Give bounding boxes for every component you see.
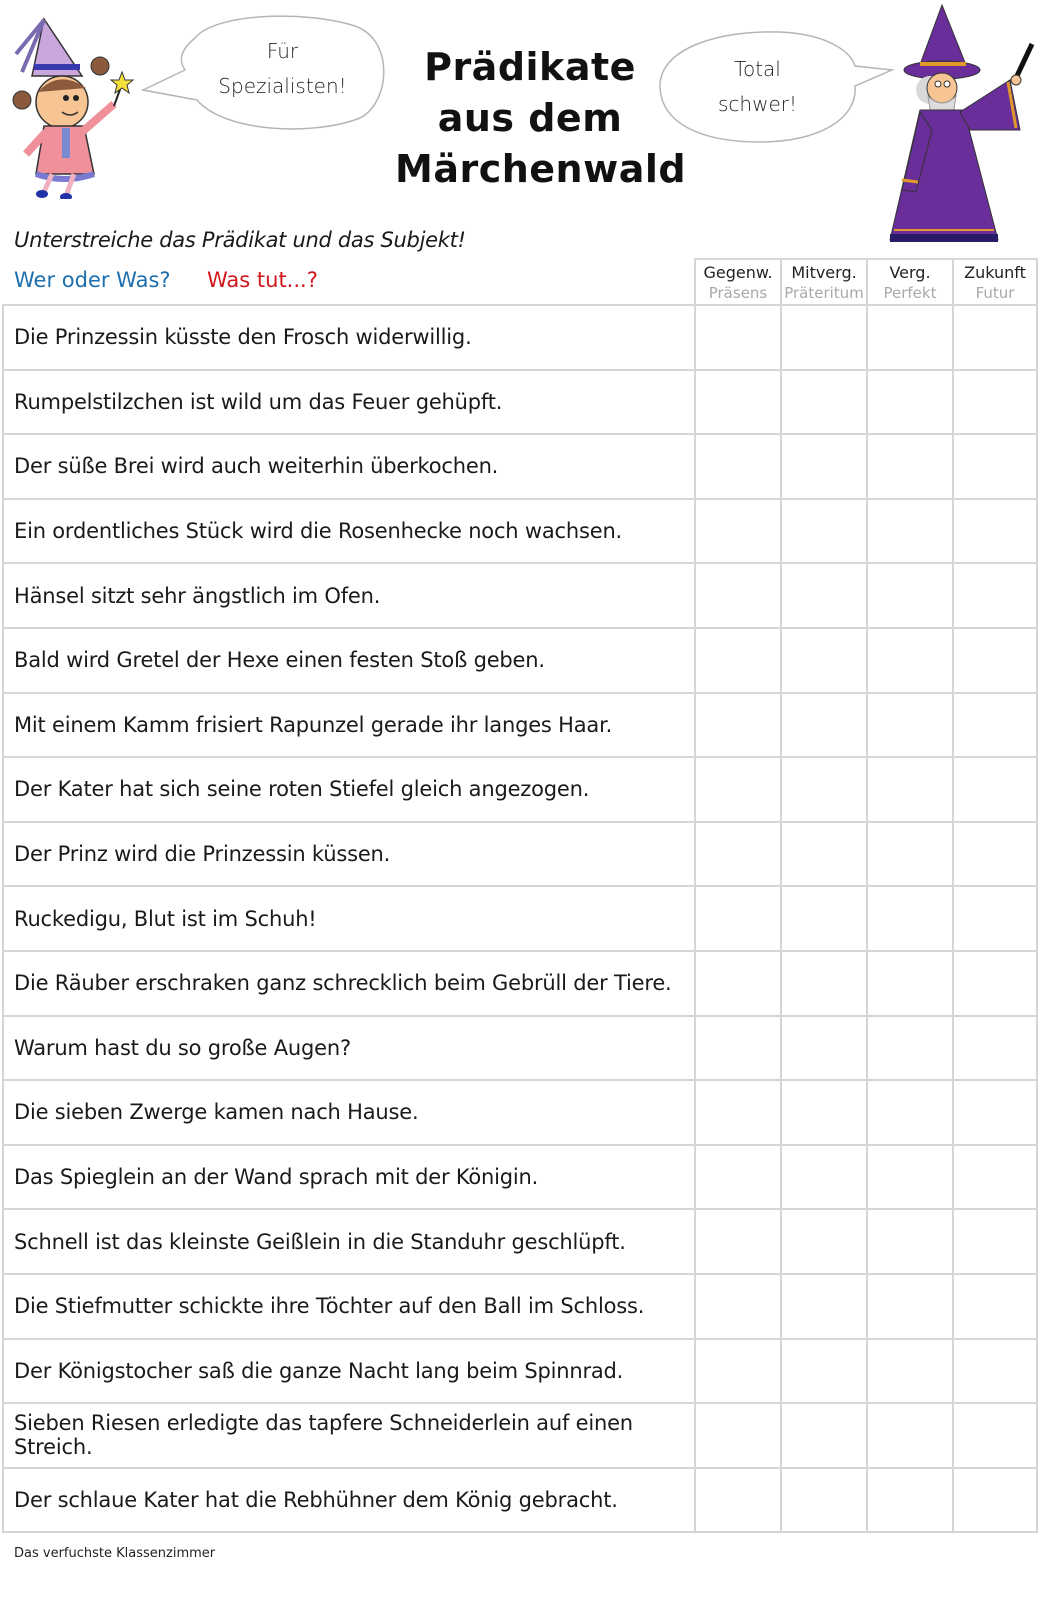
tense-label: Mitverg. — [791, 263, 857, 282]
tense-header-present — [694, 258, 780, 304]
table-row — [2, 629, 1038, 694]
tense-answer-cell-present[interactable] — [694, 1404, 780, 1467]
tense-answer-cell-perfect[interactable] — [866, 1469, 952, 1532]
tense-answer-cell-preterite[interactable] — [780, 371, 866, 434]
tense-answer-cell-preterite[interactable] — [780, 629, 866, 692]
tense-answer-cell-preterite[interactable] — [780, 435, 866, 498]
sentence-cell: Mit einem Kamm frisiert Rapunzel gerade ihr langes Haar. — [2, 694, 694, 757]
tense-answer-cell-present[interactable] — [694, 500, 780, 563]
tense-answer-cell-preterite[interactable] — [780, 1404, 866, 1467]
tense-answer-cell-perfect[interactable] — [866, 1210, 952, 1273]
sentence-cell: Bald wird Gretel der Hexe einen festen Stoß geben. — [2, 629, 694, 692]
fairy-girl-illustration-icon — [4, 14, 144, 199]
table-row — [2, 952, 1038, 1017]
sentence-cell: Der Königstocher saß die ganze Nacht lang beim Spinnrad. — [2, 1340, 694, 1403]
tense-answer-cell-perfect[interactable] — [866, 1017, 952, 1080]
tense-answer-cell-future[interactable] — [952, 500, 1038, 563]
tense-answer-cell-preterite[interactable] — [780, 1469, 866, 1532]
tense-answer-cell-future[interactable] — [952, 887, 1038, 950]
tense-answer-cell-perfect[interactable] — [866, 1081, 952, 1144]
tense-header-perfect — [866, 258, 952, 304]
tense-answer-cell-preterite[interactable] — [780, 694, 866, 757]
tense-answer-cell-perfect[interactable] — [866, 887, 952, 950]
tense-answer-cell-preterite[interactable] — [780, 500, 866, 563]
tense-answer-cell-perfect[interactable] — [866, 1146, 952, 1209]
tense-answer-cell-preterite[interactable] — [780, 564, 866, 627]
sentence-cell: Ruckedigu, Blut ist im Schuh! — [2, 887, 694, 950]
tense-latin-label: Perfekt — [883, 284, 937, 302]
tense-answer-cell-preterite[interactable] — [780, 887, 866, 950]
tense-answer-cell-present[interactable] — [694, 1210, 780, 1273]
tense-answer-cell-future[interactable] — [952, 435, 1038, 498]
tense-answer-cell-perfect[interactable] — [866, 371, 952, 434]
sentence-cell: Schnell ist das kleinste Geißlein in die Standuhr geschlüpft. — [2, 1210, 694, 1273]
tense-answer-cell-future[interactable] — [952, 1017, 1038, 1080]
sentence-cell: Ein ordentliches Stück wird die Rosenhecke noch wachsen. — [2, 500, 694, 563]
left-bubble-text — [205, 34, 360, 104]
sentence-cell: Der Kater hat sich seine roten Stiefel gleich angezogen. — [2, 758, 694, 821]
table-row — [2, 823, 1038, 888]
tense-answer-cell-present[interactable] — [694, 694, 780, 757]
tense-answer-cell-present[interactable] — [694, 1081, 780, 1144]
tense-answer-cell-present[interactable] — [694, 306, 780, 369]
table-row — [2, 694, 1038, 759]
sentence-cell: Die sieben Zwerge kamen nach Hause. — [2, 1081, 694, 1144]
table-row — [2, 1404, 1038, 1469]
wizard-illustration-icon — [880, 0, 1040, 245]
tense-latin-label: Präsens — [708, 284, 768, 302]
footer-credit: Das verfuchste Klassenzimmer — [14, 1546, 216, 1561]
title-line-2: aus dem — [437, 96, 623, 140]
tense-answer-cell-present[interactable] — [694, 371, 780, 434]
tense-answer-cell-present[interactable] — [694, 1146, 780, 1209]
tense-answer-cell-perfect[interactable] — [866, 1340, 952, 1403]
tense-answer-cell-preterite[interactable] — [780, 758, 866, 821]
tense-answer-cell-future[interactable] — [952, 1404, 1038, 1467]
tense-label: Zukunft — [964, 263, 1026, 282]
tense-answer-cell-preterite[interactable] — [780, 1081, 866, 1144]
tense-answer-cell-perfect[interactable] — [866, 435, 952, 498]
sentence-cell: Die Räuber erschraken ganz schrecklich beim Gebrüll der Tiere. — [2, 952, 694, 1015]
tense-answer-cell-present[interactable] — [694, 629, 780, 692]
tense-label: Gegenw. — [703, 263, 773, 282]
sentence-cell: Das Spieglein an der Wand sprach mit der Königin. — [2, 1146, 694, 1209]
tense-answer-cell-present[interactable] — [694, 1275, 780, 1338]
tense-answer-cell-future[interactable] — [952, 564, 1038, 627]
sentence-cell: Die Prinzessin küsste den Frosch widerwillig. — [2, 306, 694, 369]
table-row — [2, 435, 1038, 500]
table-row — [2, 306, 1038, 371]
sentence-table — [2, 304, 1038, 1533]
tense-answer-cell-perfect[interactable] — [866, 758, 952, 821]
tense-answer-cell-preterite[interactable] — [780, 952, 866, 1015]
tense-answer-cell-perfect[interactable] — [866, 952, 952, 1015]
tense-latin-label: Präteritum — [784, 284, 864, 302]
tense-answer-cell-present[interactable] — [694, 887, 780, 950]
left-bubble-line-1: Für — [266, 39, 299, 63]
sentence-cell: Der süße Brei wird auch weiterhin überkochen. — [2, 435, 694, 498]
table-row — [2, 564, 1038, 629]
tense-answer-cell-present[interactable] — [694, 952, 780, 1015]
table-row — [2, 887, 1038, 952]
sentence-cell: Sieben Riesen erledigte das tapfere Schneiderlein auf einen Streich. — [2, 1404, 694, 1467]
tense-answer-cell-future[interactable] — [952, 1340, 1038, 1403]
title-line-3: Märchenwald — [395, 147, 687, 191]
tense-latin-label: Futur — [975, 284, 1015, 302]
tense-answer-cell-future[interactable] — [952, 823, 1038, 886]
tense-answer-cell-future[interactable] — [952, 1146, 1038, 1209]
tense-answer-cell-present[interactable] — [694, 1469, 780, 1532]
tense-answer-cell-preterite[interactable] — [780, 823, 866, 886]
sentence-cell: Der schlaue Kater hat die Rebhühner dem König gebracht. — [2, 1469, 694, 1532]
tense-answer-cell-future[interactable] — [952, 306, 1038, 369]
table-row — [2, 758, 1038, 823]
tense-header-future — [952, 258, 1038, 304]
table-row — [2, 1081, 1038, 1146]
sentence-cell: Der Prinz wird die Prinzessin küssen. — [2, 823, 694, 886]
title-line-1: Prädikate — [424, 45, 636, 89]
tense-answer-cell-preterite[interactable] — [780, 306, 866, 369]
tense-header-preterite — [780, 258, 866, 304]
sentence-cell: Die Stiefmutter schickte ihre Töchter auf den Ball im Schloss. — [2, 1275, 694, 1338]
tense-answer-cell-preterite[interactable] — [780, 1017, 866, 1080]
tense-answer-cell-preterite[interactable] — [780, 1146, 866, 1209]
table-row — [2, 1146, 1038, 1211]
tense-answer-cell-future[interactable] — [952, 1275, 1038, 1338]
sentence-cell: Hänsel sitzt sehr ängstlich im Ofen. — [2, 564, 694, 627]
table-row — [2, 1210, 1038, 1275]
tense-answer-cell-perfect[interactable] — [866, 823, 952, 886]
tense-answer-cell-perfect[interactable] — [866, 500, 952, 563]
left-bubble-line-2: Spezialisten! — [218, 74, 347, 98]
tense-answer-cell-future[interactable] — [952, 694, 1038, 757]
page-title — [395, 42, 687, 195]
tense-answer-cell-perfect[interactable] — [866, 1275, 952, 1338]
tense-answer-cell-present[interactable] — [694, 435, 780, 498]
table-row — [2, 371, 1038, 436]
tense-answer-cell-perfect[interactable] — [866, 306, 952, 369]
tense-answer-cell-present[interactable] — [694, 823, 780, 886]
predicate-hint: Was tut...? — [207, 268, 318, 292]
instruction-text: Unterstreiche das Prädikat und das Subjekt! — [14, 228, 466, 252]
tense-answer-cell-present[interactable] — [694, 1017, 780, 1080]
subject-hint: Wer oder Was? — [14, 268, 171, 292]
tense-answer-cell-present[interactable] — [694, 1340, 780, 1403]
tense-answer-cell-future[interactable] — [952, 1210, 1038, 1273]
tense-answer-cell-present[interactable] — [694, 564, 780, 627]
table-row — [2, 1017, 1038, 1082]
tense-answer-cell-future[interactable] — [952, 629, 1038, 692]
tense-answer-cell-future[interactable] — [952, 952, 1038, 1015]
tense-answer-cell-future[interactable] — [952, 1469, 1038, 1532]
tense-answer-cell-perfect[interactable] — [866, 564, 952, 627]
tense-answer-cell-present[interactable] — [694, 758, 780, 821]
sentence-cell: Warum hast du so große Augen? — [2, 1017, 694, 1080]
tense-answer-cell-preterite[interactable] — [780, 1275, 866, 1338]
tense-answer-cell-future[interactable] — [952, 371, 1038, 434]
tense-answer-cell-perfect[interactable] — [866, 1404, 952, 1467]
sentence-cell: Rumpelstilzchen ist wild um das Feuer gehüpft. — [2, 371, 694, 434]
table-row — [2, 1469, 1038, 1534]
tense-answer-cell-preterite[interactable] — [780, 1340, 866, 1403]
table-row — [2, 500, 1038, 565]
tense-answer-cell-perfect[interactable] — [866, 694, 952, 757]
tense-answer-cell-future[interactable] — [952, 758, 1038, 821]
right-bubble-line-1: Total — [734, 57, 781, 81]
table-row — [2, 1340, 1038, 1405]
right-bubble-text — [690, 52, 825, 122]
tense-answer-cell-perfect[interactable] — [866, 629, 952, 692]
tense-label: Verg. — [889, 263, 931, 282]
tense-answer-cell-preterite[interactable] — [780, 1210, 866, 1273]
table-row — [2, 1275, 1038, 1340]
tense-answer-cell-future[interactable] — [952, 1081, 1038, 1144]
right-bubble-line-2: schwer! — [718, 92, 797, 116]
